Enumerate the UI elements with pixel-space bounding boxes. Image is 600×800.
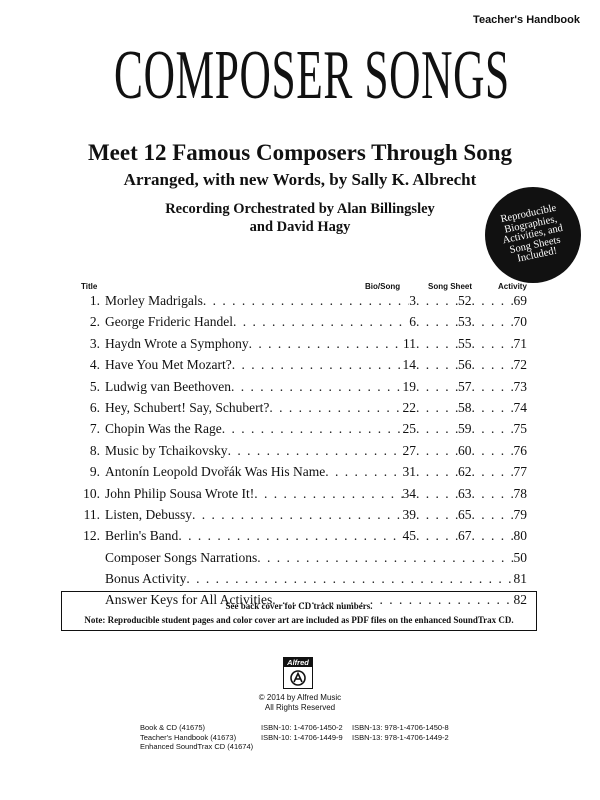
- toc-entry-sheet-page: 52: [458, 293, 472, 308]
- toc-entry: [79, 400, 527, 421]
- arranged-by: Arranged, with new Words, by Sally K. Albrecht: [123, 170, 477, 189]
- toc-extra-title: Composer Songs Narrations: [105, 549, 258, 565]
- editions-list: [140, 723, 560, 752]
- dot-leader: [416, 293, 458, 309]
- toc-entry-activity-page: 74: [513, 399, 527, 415]
- toc-entry-bio-page: 14: [402, 357, 416, 373]
- toc-extra-page: 81: [513, 571, 527, 587]
- dot-leader: [178, 528, 402, 544]
- toc-entry-bio-page: 19: [402, 378, 416, 394]
- dot-leader: [416, 443, 458, 459]
- dot-leader: [472, 421, 514, 437]
- dot-leader: [416, 400, 458, 416]
- dot-leader: [472, 400, 514, 416]
- toc-entry-sheet-page: 55: [458, 335, 472, 351]
- toc-entry-title: Listen, Debussy: [105, 506, 192, 522]
- toc-entry-bio-page: 3: [409, 293, 416, 308]
- toc-entry: [79, 421, 527, 442]
- toc-entry-sheet-page: 62: [458, 464, 472, 480]
- edition-isbn10: ISBN-10: 1-4706-1449-9: [261, 732, 343, 742]
- toc-entry-title: Music by Tchaikovsky: [105, 442, 228, 458]
- subtitle: Meet 12 Famous Composers Through Song: [87, 140, 513, 165]
- edition-isbn13: ISBN-13: 978-1-4706-1450-8: [352, 723, 449, 732]
- dot-leader: [472, 507, 514, 523]
- toc-entry: [79, 486, 527, 507]
- toc-entry-number: 11.: [83, 506, 100, 522]
- toc-entry-activity-page: 75: [513, 421, 527, 437]
- toc-entry-sheet-page: 59: [458, 421, 472, 437]
- toc-entry: [79, 314, 527, 335]
- dot-leader: [232, 357, 403, 373]
- reproducible-badge: [485, 187, 581, 283]
- edition-row: [140, 733, 560, 743]
- toc-entry-sheet-page: 63: [458, 485, 472, 501]
- toc-entry-sheet-page: 67: [458, 528, 472, 544]
- toc-entry-activity-page: 77: [513, 464, 527, 480]
- toc-entry-activity-page: 71: [513, 335, 527, 351]
- dot-leader: [416, 486, 458, 502]
- toc-entry-title: Have You Met Mozart?: [105, 357, 232, 373]
- dot-leader: [472, 464, 514, 480]
- dot-leader: [416, 464, 458, 480]
- dot-leader: [416, 507, 458, 523]
- dot-leader: [472, 486, 514, 502]
- dot-leader: [472, 443, 514, 459]
- toc-entry-number: 6.: [89, 399, 100, 415]
- dot-leader: [192, 507, 403, 523]
- dot-leader: [472, 357, 514, 373]
- toc-entry-bio-page: 25: [402, 421, 416, 437]
- toc-entry-number: 7.: [89, 421, 100, 437]
- dot-leader: [472, 293, 514, 309]
- toc-extra-title: Answer Keys for All Activities: [105, 592, 273, 608]
- edition-name: Enhanced SoundTrax CD (41674): [140, 742, 254, 751]
- page-title: COMPOSER SONGS: [114, 37, 510, 114]
- table-of-contents: [79, 293, 527, 614]
- toc-entry-title: Ludwig van Beethoven: [105, 378, 231, 394]
- alfred-logo-text: Alfred: [284, 658, 312, 667]
- toc-entry-number: 10.: [83, 485, 100, 501]
- toc-header-title: Title: [81, 282, 98, 291]
- toc-entry: [79, 507, 527, 528]
- toc-entry-title: Haydn Wrote a Symphony: [105, 335, 249, 351]
- toc-entry-title: Morley Madrigals: [105, 293, 203, 308]
- toc-entry-sheet-page: 58: [458, 399, 472, 415]
- toc-extra-entry: [79, 571, 527, 592]
- dot-leader: [222, 421, 403, 437]
- toc-entry-number: 1.: [89, 293, 100, 308]
- toc-entry-bio-page: 6: [409, 314, 416, 330]
- dot-leader: [203, 293, 409, 309]
- recording-line-1: Recording Orchestrated by Alan Billingsley: [165, 201, 435, 217]
- toc-extra-entry: [79, 550, 527, 571]
- toc-entry-number: 9.: [89, 464, 100, 480]
- toc-entry-bio-page: 31: [402, 464, 416, 480]
- toc-entry: [79, 464, 527, 485]
- dot-leader: [416, 421, 458, 437]
- dot-leader: [254, 486, 402, 502]
- toc-entry-title: John Philip Sousa Wrote It!: [105, 485, 255, 501]
- toc-header-bio: Bio/Song: [365, 282, 401, 291]
- toc-entry-bio-page: 45: [402, 528, 416, 544]
- toc-entry-number: 12.: [83, 528, 100, 544]
- recording-line-2: and David Hagy: [249, 219, 351, 235]
- dot-leader: [472, 528, 514, 544]
- dot-leader: [249, 336, 403, 352]
- dot-leader: [416, 528, 458, 544]
- toc-entry-title: Antonín Leopold Dvořák Was His Name: [105, 464, 326, 480]
- toc-entry-title: Chopin Was the Rage: [105, 421, 222, 437]
- toc-entry-title: Berlin's Band: [105, 528, 179, 544]
- edition-isbn10: ISBN-10: 1-4706-1450-2: [261, 723, 343, 732]
- toc-entry-activity-page: 78: [513, 485, 527, 501]
- edition-row: [140, 742, 560, 752]
- toc-extra-page: 82: [513, 592, 527, 608]
- toc-entry-sheet-page: 60: [458, 442, 472, 458]
- dot-leader: [257, 550, 513, 566]
- toc-entry-bio-page: 22: [402, 399, 416, 415]
- toc-entry-title: George Frideric Handel: [105, 314, 233, 330]
- toc-header-song-sheet: Song Sheet: [428, 282, 473, 291]
- toc-entry-bio-page: 39: [402, 506, 416, 522]
- toc-entry: [79, 528, 527, 549]
- toc-entry-bio-page: 11: [403, 335, 416, 351]
- toc-entry-sheet-page: 65: [458, 506, 472, 522]
- dot-leader: [472, 379, 514, 395]
- toc-entry-sheet-page: 57: [458, 378, 472, 394]
- toc-entry-activity-page: 70: [513, 314, 527, 330]
- copyright-line-1: © 2014 by Alfred Music: [258, 693, 342, 702]
- toc-entry-activity-page: 76: [513, 442, 527, 458]
- dot-leader: [186, 571, 513, 587]
- toc-entry: [79, 336, 527, 357]
- toc-entry-number: 3.: [89, 335, 100, 351]
- toc-extra-page: 50: [513, 549, 527, 565]
- toc-entry-sheet-page: 53: [458, 314, 472, 330]
- toc-header-activity: Activity: [498, 282, 527, 291]
- dot-leader: [472, 336, 514, 352]
- copyright-line-2: All Rights Reserved: [264, 702, 336, 712]
- alfred-logo: [283, 657, 313, 689]
- edition-row: [140, 723, 560, 733]
- toc-entry-activity-page: 69: [513, 293, 527, 308]
- toc-entry-activity-page: 73: [513, 378, 527, 394]
- badge-text: Reproducible Biographies, Activities, and Song Sheets Included!: [499, 202, 564, 265]
- dot-leader: [233, 314, 409, 330]
- toc-entry-bio-page: 34: [402, 485, 416, 501]
- notice-line-2: Note: Reproducible student pages and color cover art are included as PDF files on the enhanced SoundTrax CD.: [84, 615, 514, 625]
- toc-entry-number: 4.: [89, 357, 100, 373]
- dot-leader: [416, 379, 458, 395]
- edition-isbn13: ISBN-13: 978-1-4706-1449-2: [352, 732, 449, 742]
- toc-entry-activity-page: 72: [513, 357, 527, 373]
- toc-entry: [79, 357, 527, 378]
- notice-box: [61, 591, 537, 631]
- dot-leader: [416, 336, 458, 352]
- dot-leader: [228, 443, 403, 459]
- toc-entry-bio-page: 27: [402, 442, 416, 458]
- toc-entry-number: 5.: [89, 378, 100, 394]
- toc-entry-activity-page: 79: [513, 506, 527, 522]
- toc-entry: [79, 293, 527, 314]
- toc-entry-title: Hey, Schubert! Say, Schubert?: [105, 399, 270, 415]
- toc-entry: [79, 443, 527, 464]
- toc-entry-activity-page: 80: [513, 528, 527, 544]
- dot-leader: [416, 357, 458, 373]
- alfred-logo-mark-icon: [290, 670, 306, 686]
- dot-leader: [416, 314, 458, 330]
- toc-extra-title: Bonus Activity: [105, 571, 187, 587]
- dot-leader: [325, 464, 402, 480]
- dot-leader: [472, 314, 514, 330]
- edition-name: Teacher's Handbook (41673): [140, 732, 237, 742]
- handbook-label: Teacher's Handbook: [473, 14, 580, 26]
- edition-name: Book & CD (41675): [140, 723, 206, 732]
- toc-entry-number: 8.: [89, 442, 100, 458]
- dot-leader: [269, 400, 402, 416]
- toc-entry: [79, 379, 527, 400]
- notice-line-1: See back cover for CD track numbers.: [225, 601, 373, 611]
- dot-leader: [231, 379, 403, 395]
- toc-entry-number: 2.: [89, 314, 100, 330]
- copyright: [0, 693, 600, 712]
- toc-entry-sheet-page: 56: [458, 357, 472, 373]
